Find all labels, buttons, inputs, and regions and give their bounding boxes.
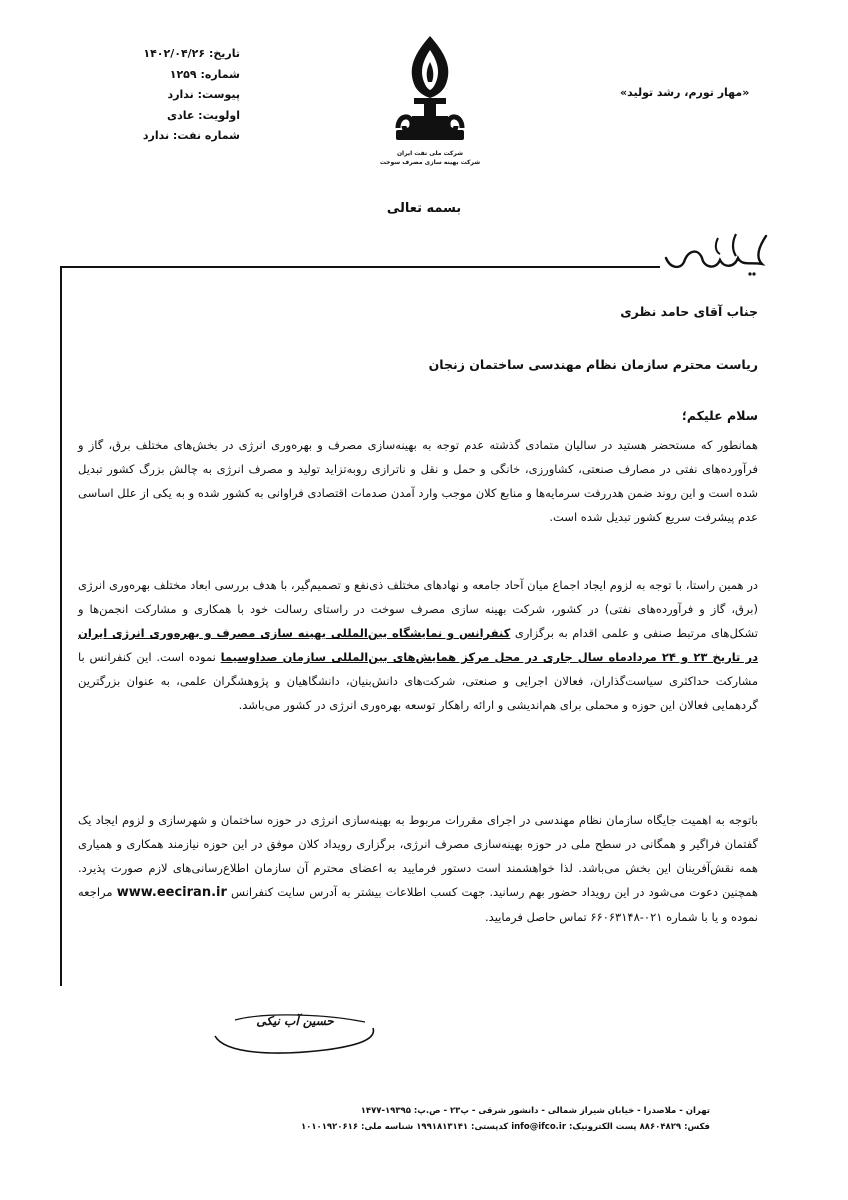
signer-name: حسین آب نیکی [256, 1014, 334, 1028]
flame-emblem-icon [384, 32, 476, 148]
letter-date: تاریخ: ۱۴۰۲/۰۴/۲۶ [143, 47, 240, 60]
footer-address: تهران - ملاصدرا - خیابان شیراز شمالی - دانشور شرقی - پ۲۳ - ص.پ: ۱۹۳۹۵-۱۴۷۷ [360, 1106, 710, 1116]
addressee-name: جناب آقای حامد نظری [620, 304, 758, 319]
paragraph-2-start: در همین راستا، با توجه به لزوم ایجاد اجماع میان آحاد جامعه و نهادهای مختلف ذی‌نفع و تصمیم‌گیر، با هدف بررسی ابعاد مختلف بهره‌وری انرژی (برق، گاز و فرآورده‌های نفتی) در کشور، شرکت بهینه سازی مصرف سوخت در راستای رسالت خود با همکاری و مشارکت انجمن‌ها و تشکل‌های مرتبط صنفی و علمی اقدام به برگزاری [78, 578, 759, 640]
bismillah-heading: بسمه تعالی [386, 201, 462, 216]
paragraph-2-end: نموده است. این کنفرانس با مشارکت حداکثری سیاست‌گذاران، فعالان اجرایی و صنعتی، شرکت‌های دانش‌بنیان، دانشگاهیان و پژوهشگران علمی، به عنوان بزرگترین گردهمایی فعالان این حوزه و محملی برای هم‌اندیشی و ارائه راهکار توسعه بهره‌وری انرژی در کشور می‌باشد. [78, 650, 758, 712]
frame-top-line [60, 266, 660, 268]
logo-caption-ifco: شرکت بهینه سازی مصرف سوخت [379, 159, 481, 166]
letter-metadata [30, 44, 240, 147]
paragraph-3-start: باتوجه به اهمیت جایگاه سازمان نظام مهندسی در اجرای مقررات مربوط به بهینه‌سازی انرژی در حوزه ساختمان و شهرسازی و لزوم ایجاد یک گفتمان فراگیر و همگانی در سطح ملی در حوزه بهینه‌سازی مصرف انرژی، برگزاری رویداد کلان موفق در این حوزه نیازمند همکاری و همیاری همه نقش‌آفرینان این بخش می‌باشد. لذا خواهشمند است دستور فرمایید به اعضای محترم آن سازمان اطلاع‌رسانی‌های لازم صورت پذیرد. همچنین دعوت می‌شود در این رویداد حضور بهم رسانید. جهت کسب اطلاعات بیشتر به آدرس سایت کنفرانس [78, 813, 758, 899]
slogan: «مهار تورم، رشد تولید» [620, 86, 750, 99]
greeting: سلام علیکم؛ [681, 408, 758, 423]
paragraph-3 [78, 808, 758, 929]
footer-contact: فکس: ۸۸۶۰۴۸۲۹ پست الکترونیک: info@ifco.ir کدپستی: ۱۹۹۱۸۱۳۱۴۱ شناسه ملی: ۱۰۱۰۱۹۲۰۶۱۶ [300, 1122, 710, 1132]
letter-number: شماره: ۱۲۵۹ [169, 67, 240, 81]
letter-attachment: پیوست: ندارد [167, 88, 240, 101]
signer-block [205, 1010, 385, 1058]
paragraph-3-end: مراجعه نموده و یا با شماره ۰۲۱-۶۶۰۶۳۱۴۸ تماس حاصل فرمایید. [78, 885, 758, 924]
conference-highlight: کنفرانس و نمایشگاه بین‌المللی بهینه سازی مصرف و بهره‌وری انرژی ایران در تاریخ ۲۳ و ۲۴ مردادماه سال جاری در محل مرکز همایش‌های بین‌المللی سازمان صداوسیما [78, 626, 759, 664]
letter-priority: اولویت: عادی [166, 108, 240, 122]
ceo-handwritten-signature [658, 228, 778, 278]
paragraph-1: همانطور که مستحضر هستید در سالیان متمادی گذشته عدم توجه به بهینه‌سازی مصرف و بهره‌وری انرژی در بخش‌های مختلف برق، گاز و فرآورده‌های نفتی در مصارف صنعتی، کشاورزی، خانگی و حمل و نقل و ناترازی روبه‌تزاید تولید و مصرف انرژی به چالش بزرگ کشور تبدیل شده است و این روند ضمن هدررفت سرمایه‌ها و منابع کلان موجب وارد آمدن صدمات اقتصادی فراوانی به کشور شده و به یکی از علل اساسی عدم پیشرفت سریع کشور تبدیل شده است. [78, 438, 758, 524]
addressee-title: ریاست محترم سازمان نظام مهندسی ساختمان زنجان [428, 357, 758, 372]
letter-oil-number: شماره نفت: ندارد [142, 129, 240, 142]
logo-caption-nioc: شرکت ملی نفت ایران [396, 150, 464, 157]
paragraph-2 [78, 573, 758, 717]
company-logo [379, 32, 481, 166]
frame-left-line [60, 266, 62, 986]
conference-website-link[interactable]: www.eeciran.ir [116, 885, 227, 900]
